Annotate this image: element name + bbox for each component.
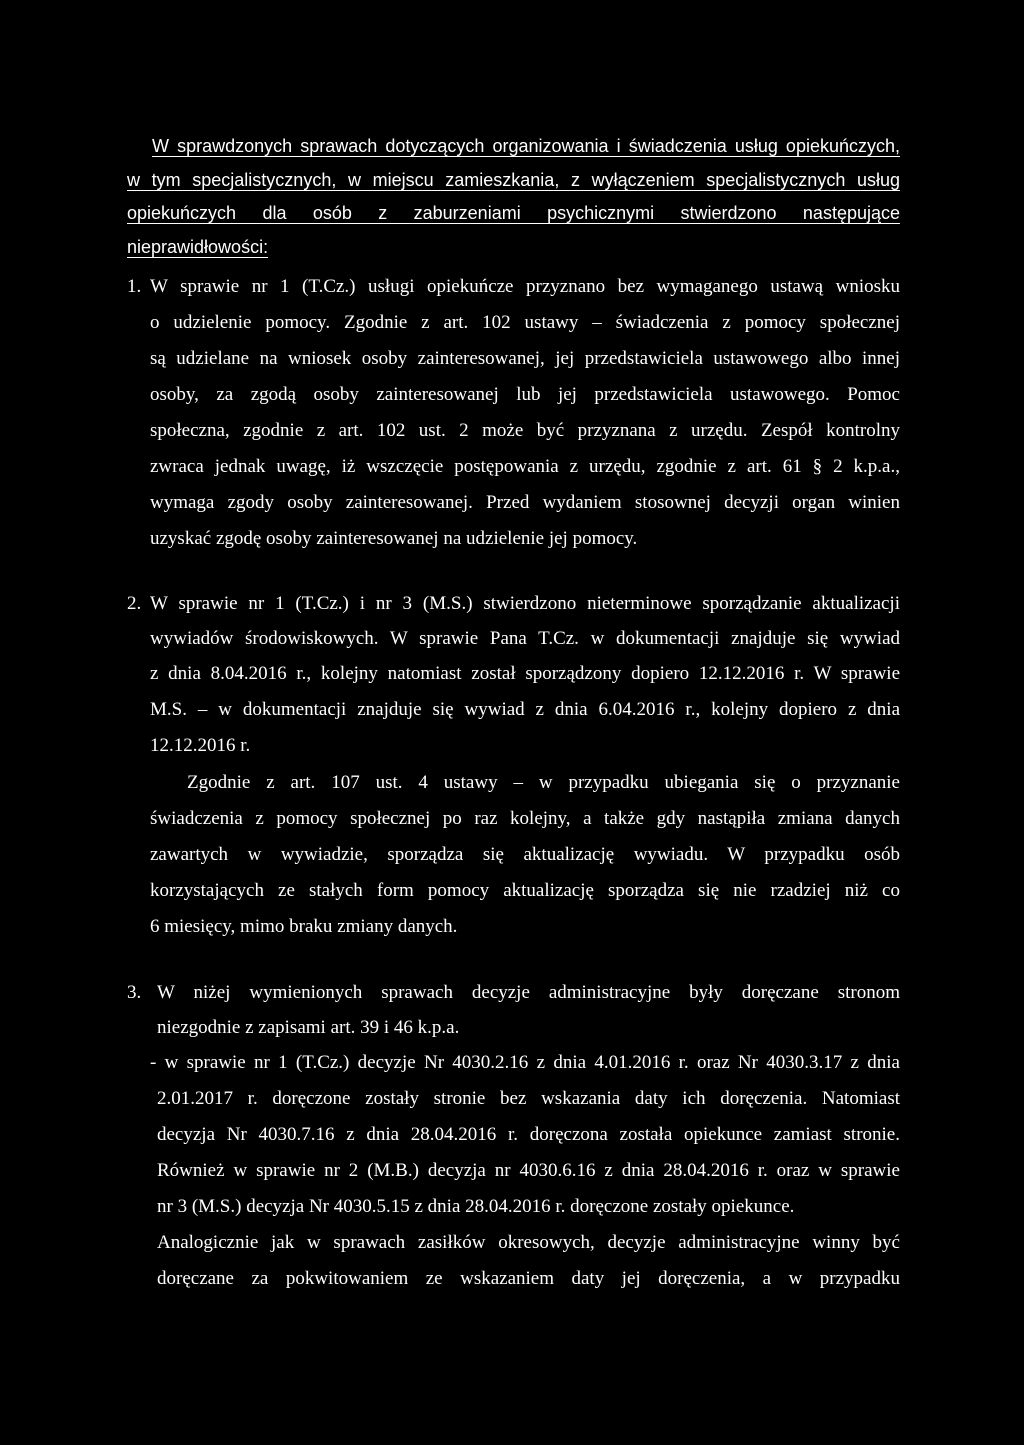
item-1-line-8: uzyskać zgodę osoby zainteresowanej na udzielenie jej pomocy. [150,528,638,549]
heading-line-3: opiekuńczych dla osób z zaburzeniami psychicznymi stwierdzono następujące [127,203,900,223]
item-1-line-6: zwraca jednak uwagę, iż wszczęcie postępowania z urzędu, zgodnie z art. 61 § 2 k.p.a., [150,456,900,477]
heading-line-2: w tym specjalistycznych, w miejscu zamieszkania, z wyłączeniem specjalistycznych usług [127,170,900,190]
item-1-number: 1. [127,276,142,297]
item-1-line-2: o udzielenie pomocy. Zgodnie z art. 102 ustawy – świadczenia z pomocy społecznej [150,312,900,333]
item-2-line-10: 6 miesięcy, mimo braku zmiany danych. [150,916,458,937]
item-3-line-4: 2.01.2017 r. doręczone zostały stronie bez wskazania daty ich doręczenia. Natomiast [157,1088,900,1109]
item-1-line-1: W sprawie nr 1 (T.Cz.) usługi opiekuńcze przyznano bez wymaganego ustawą wniosku [150,276,900,297]
item-3-number: 3. [127,982,142,1003]
item-2-line-4: M.S. – w dokumentacji znajduje się wywiad z dnia 6.04.2016 r., kolejny dopiero z dnia [150,699,900,720]
item-2-line-3: z dnia 8.04.2016 r., kolejny natomiast został sporządzony dopiero 12.12.2016 r. W sprawie [150,663,900,684]
item-3-line-7: nr 3 (M.S.) decyzja Nr 4030.5.15 z dnia 28.04.2016 r. doręczone zostały opiekunce. [157,1196,795,1217]
item-2-line-6: Zgodnie z art. 107 ust. 4 ustawy – w przypadku ubiegania się o przyznanie [187,772,900,793]
item-1-line-7: wymaga zgody osoby zainteresowanej. Przed wydaniem stosownej decyzji organ winien [150,492,900,513]
heading-line-1: W sprawdzonych sprawach dotyczących organizowania i świadczenia usług opiekuńczych, [152,136,900,156]
item-1-line-5: społeczna, zgodnie z art. 102 ust. 2 może być przyznana z urzędu. Zespół kontrolny [150,420,900,441]
item-2-line-8: zawartych w wywiadzie, sporządza się aktualizację wywiadu. W przypadku osób [150,844,900,865]
heading-line-4: nieprawidłowości: [127,237,269,257]
item-2-line-5: 12.12.2016 r. [150,735,251,756]
item-3-line-5: decyzja Nr 4030.7.16 z dnia 28.04.2016 r. doręczona została opiekunce zamiast stronie. [157,1124,900,1145]
item-2-line-2: wywiadów środowiskowych. W sprawie Pana T.Cz. w dokumentacji znajduje się wywiad [150,628,900,649]
item-2-number: 2. [127,593,142,614]
item-3-line-8: Analogicznie jak w sprawach zasiłków okresowych, decyzje administracyjne winny być [157,1232,900,1253]
item-3-line-1: W niżej wymienionych sprawach decyzje administracyjne były doręczane stronom [157,982,900,1003]
item-2-line-7: świadczenia z pomocy społecznej po raz kolejny, a także gdy nastąpiła zmiana danych [150,808,900,829]
item-2-line-1: W sprawie nr 1 (T.Cz.) i nr 3 (M.S.) stwierdzono nieterminowe sporządzanie aktualizacji [150,593,900,614]
item-1-line-3: są udzielane na wniosek osoby zainteresowanej, jej przedstawiciela ustawowego albo innej [150,348,900,369]
item-3-line-3: - w sprawie nr 1 (T.Cz.) decyzje Nr 4030.2.16 z dnia 4.01.2016 r. oraz Nr 4030.3.17 z dnia [150,1052,900,1073]
item-1-line-4: osoby, za zgodą osoby zainteresowanej lub jej przedstawiciela ustawowego. Pomoc [150,384,900,405]
item-3-line-2: niezgodnie z zapisami art. 39 i 46 k.p.a. [157,1017,460,1038]
item-3-line-6: Również w sprawie nr 2 (M.B.) decyzja nr 4030.6.16 z dnia 28.04.2016 r. oraz w sprawie [157,1160,900,1181]
item-3-line-9: doręczane za pokwitowaniem ze wskazaniem daty jej doręczenia, a w przypadku [157,1268,900,1289]
item-2-line-9: korzystających ze stałych form pomocy aktualizację sporządza się nie rzadziej niż co [150,880,900,901]
